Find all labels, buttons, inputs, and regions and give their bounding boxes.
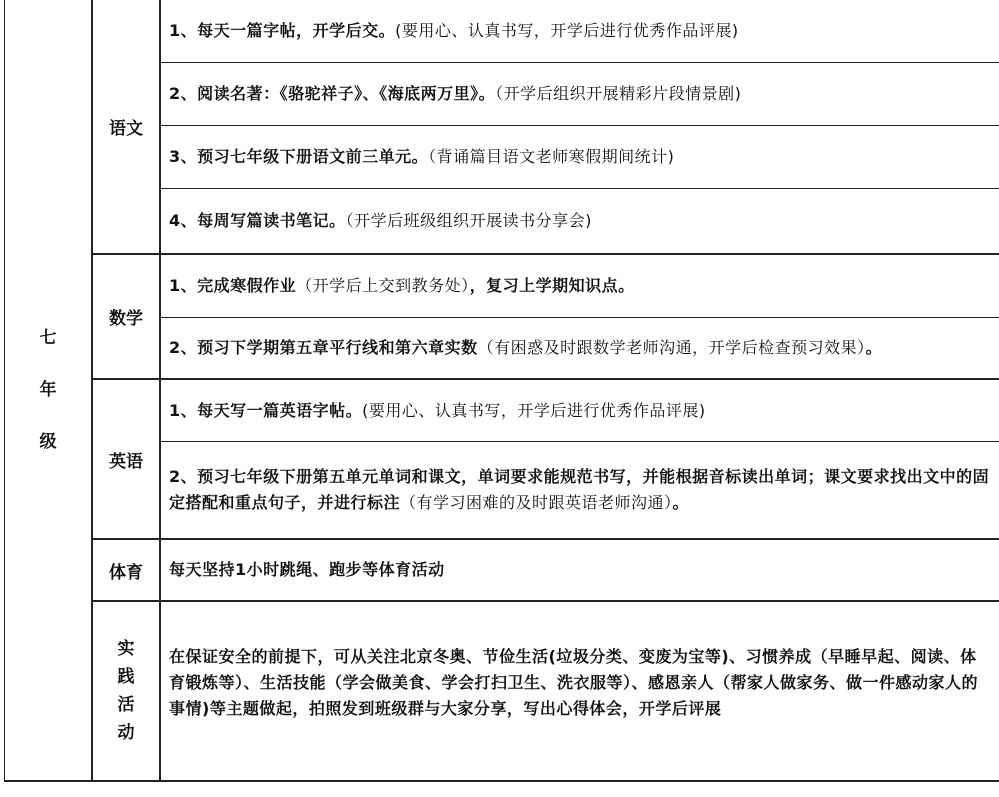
grade-char-2: 年 <box>39 380 57 400</box>
practice-char-2: 践 <box>117 667 135 687</box>
chinese-item-4-note: （开学后班级组织开展读书分享会) <box>345 211 592 230</box>
chinese-item-4-main: 4、每周写篇读书笔记。 <box>169 211 346 230</box>
chinese-item-3 <box>161 126 999 188</box>
chinese-item-3-main: 3、预习七年级下册语文前三单元。 <box>169 147 429 166</box>
math-item-1-tail: ，复习上学期知识点。 <box>469 276 635 295</box>
chinese-item-1-main: 1、每天一篇字帖，开学后交。 <box>169 21 396 40</box>
chinese-item-2-main: 2、阅读名著：《骆驼祥子》、《海底两万里》。 <box>169 84 496 103</box>
math-item-2-note: （有困惑及时跟数学老师沟通，开学后检查预习效果） <box>477 338 866 357</box>
chinese-item-2 <box>161 63 999 125</box>
subject-math: 数学 <box>109 309 143 329</box>
english-item-1-note: (要用心、认真书写，开学后进行优秀作品评展) <box>362 400 706 420</box>
border-bottom <box>4 780 999 782</box>
math-item-1-main: 1、完成寒假作业 <box>169 276 297 295</box>
math-item-2-tail: 。 <box>865 338 883 357</box>
math-item-2-main: 2、预习下学期第五章平行线和第六章实数 <box>169 338 478 357</box>
subject-english: 英语 <box>109 451 143 472</box>
chinese-item-1 <box>161 0 999 62</box>
chinese-item-1-note: (要用心、认真书写，开学后进行优秀作品评展) <box>395 21 739 40</box>
chinese-item-2-note: （开学后组织开展精彩片段情景剧) <box>495 84 742 103</box>
english-item-1-main: 1、每天写一篇英语字帖。 <box>169 400 363 420</box>
practice-char-1: 实 <box>117 639 135 659</box>
english-item-2 <box>161 442 999 538</box>
english-item-2-note: （有学习困难的及时跟英语老师沟通） <box>400 493 673 512</box>
practice-item-text: 在保证安全的前提下，可从关注北京冬奥、节俭生活(垃圾分类、变废为宝等)、习惯养成（早睡早起、阅读、体育锻炼等）、生活技能（学会做美食、学会打扫卫生、洗衣服等）、感恩亲人（帮家人做家务、做一件感动家人的事情)等主题做起，拍照发到班级群与大家分享，写出心得体会，开学后评展 <box>169 647 979 718</box>
math-item-1-note: （开学后上交到教务处） <box>296 276 470 295</box>
subject-chinese: 语文 <box>109 119 143 139</box>
pe-item-text: 每天坚持1小时跳绳、跑步等体育活动 <box>169 560 445 579</box>
chinese-item-4 <box>161 189 999 253</box>
grade-char-3: 级 <box>39 432 57 452</box>
practice-char-3: 活 <box>117 695 135 715</box>
practice-item <box>161 602 999 780</box>
pe-item <box>161 540 999 600</box>
math-item-1 <box>161 255 999 317</box>
english-item-2-main: 2、预习七年级下册第五单元单词和课文，单词要求能规范书写，并能根据音标读出单词；课文要求找出文中的固定搭配和重点句子，并进行标注 <box>169 467 990 512</box>
chinese-item-3-note: （背诵篇目语文老师寒假期间统计) <box>428 147 675 166</box>
english-item-1 <box>161 380 999 441</box>
math-item-2 <box>161 318 999 378</box>
subject-pe: 体育 <box>109 562 143 583</box>
grade-char-1: 七 <box>39 328 57 348</box>
english-item-2-tail: 。 <box>672 493 690 512</box>
practice-char-4: 动 <box>117 723 135 743</box>
subject-practice <box>93 602 159 780</box>
grade-label <box>5 0 91 780</box>
